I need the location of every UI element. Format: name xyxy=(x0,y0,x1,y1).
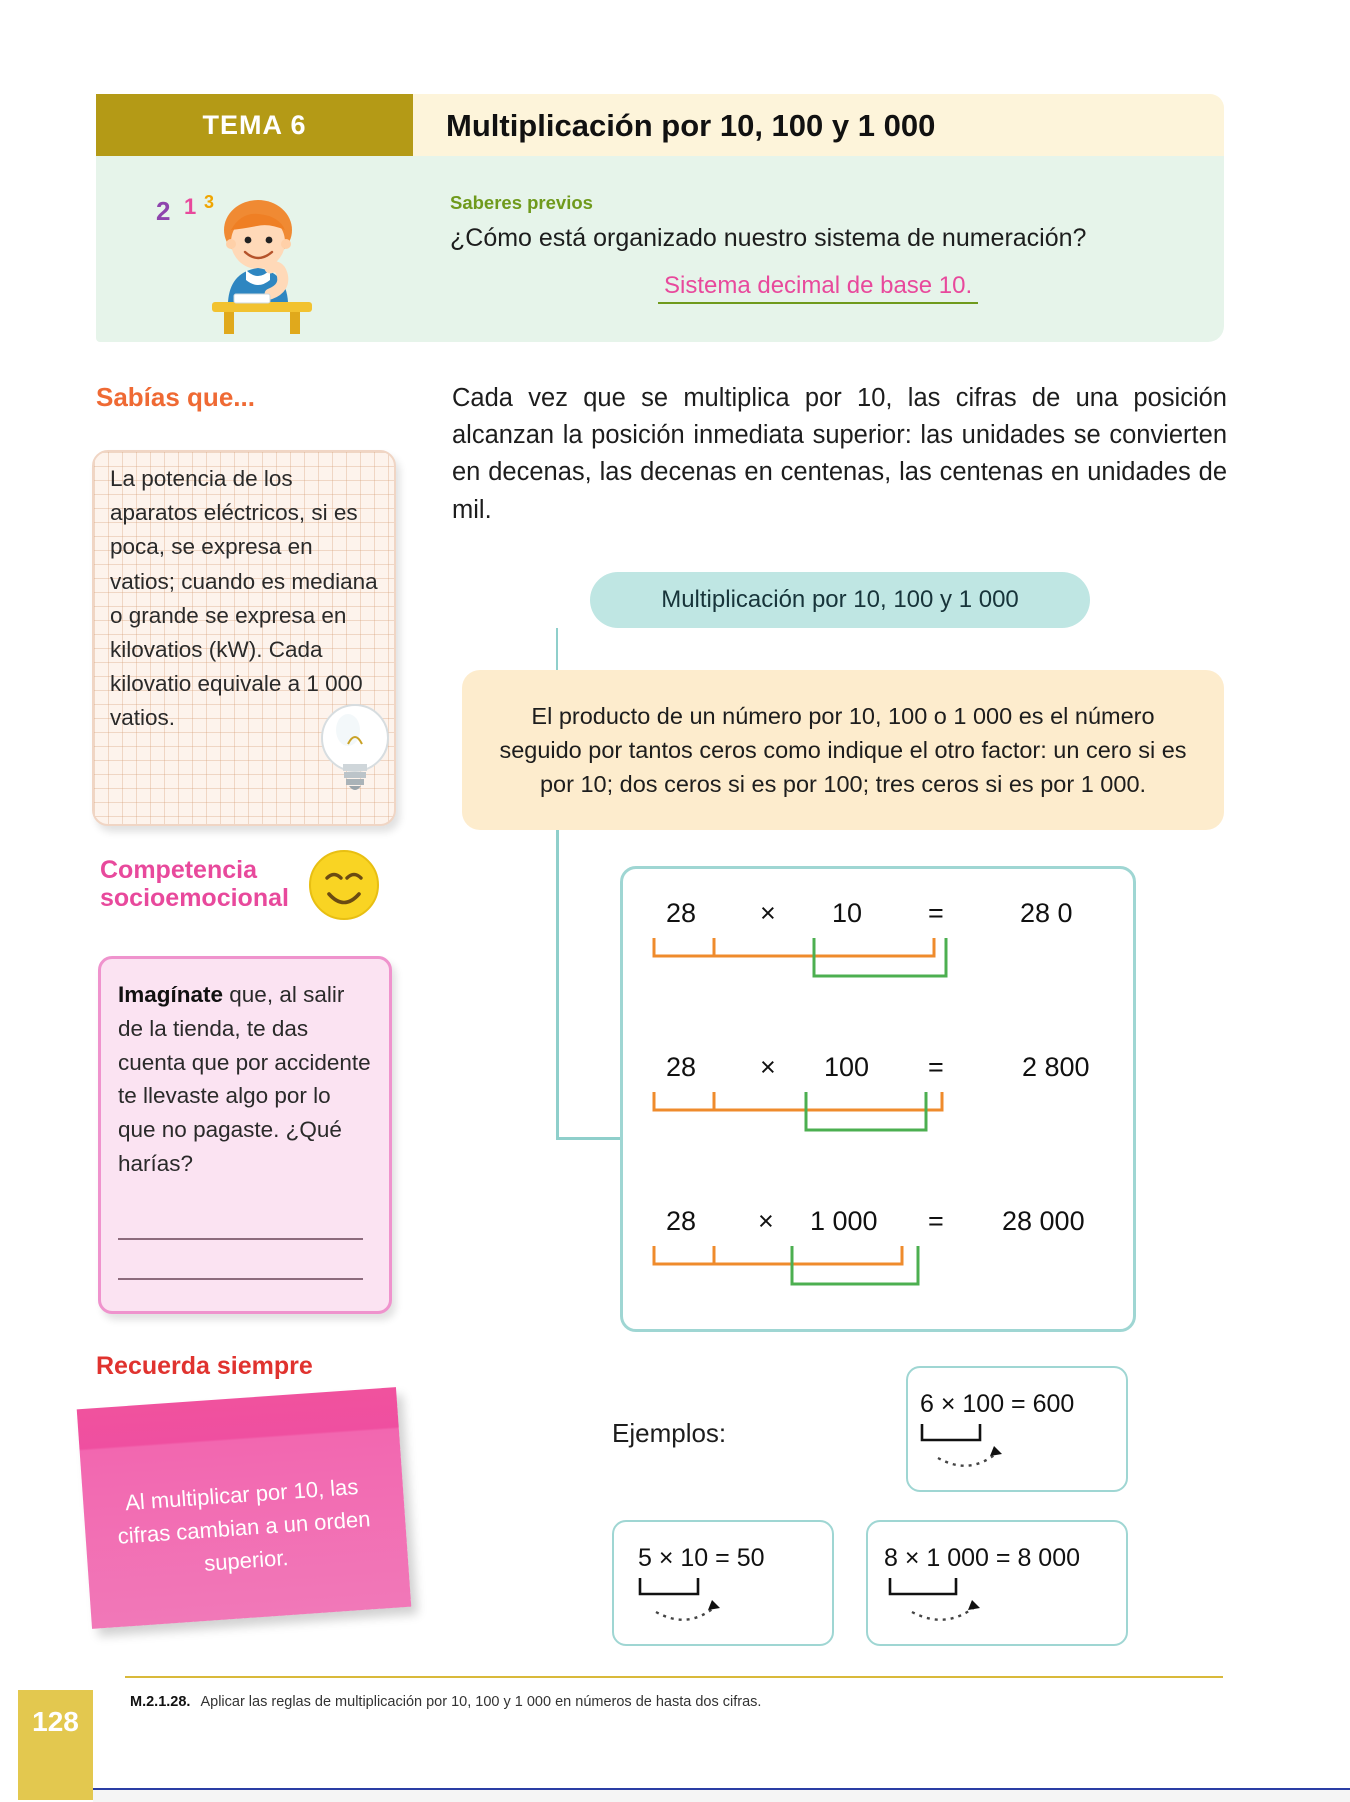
page-left-margin xyxy=(0,0,18,1800)
student-illustration-icon xyxy=(150,190,350,338)
smiley-face-icon xyxy=(305,846,383,924)
competencia-text-rest: que, al salir de la tienda, te das cuenta que por accidente te llevaste algo por lo que no pagaste. ¿Qué harías? xyxy=(118,982,371,1176)
concept-pill: Multiplicación por 10, 100 y 1 000 xyxy=(590,572,1090,628)
footer-objective-code: M.2.1.28. xyxy=(130,1694,191,1710)
sabias-que-title: Sabías que... xyxy=(96,382,255,412)
tema-badge: TEMA 6 xyxy=(96,94,413,156)
example-3-text: 8 × 1 000 = 8 000 xyxy=(884,1544,1081,1572)
connector-left-foot xyxy=(556,1137,626,1140)
connector-vertical xyxy=(556,628,558,670)
competencia-title-line2: socioemocional xyxy=(100,884,289,912)
recuerda-siempre-title: Recuerda siempre xyxy=(96,1352,313,1380)
operation-1-factor1: 28 xyxy=(666,898,697,928)
operation-3-factor1: 28 xyxy=(666,1206,697,1236)
operation-1-equals: = xyxy=(928,898,944,928)
sticky-note-text: Al multiplicar por 10, las cifras cambian a un orden superior. xyxy=(116,1473,372,1576)
saberes-previos-answer: Sistema decimal de base 10. xyxy=(658,272,978,304)
operation-3-result: 28 000 xyxy=(1002,1206,1085,1236)
operation-3-equals: = xyxy=(928,1206,944,1236)
competencia-text-bold: Imagínate xyxy=(118,982,224,1007)
example-2-arrow-icon xyxy=(636,1574,826,1634)
intro-paragraph: Cada vez que se multiplica por 10, las cifras de una posición alcanzan la posición inmediata superior: las unidades se convierten en decenas, las decenas en centenas, las centenas en unidades de mil. xyxy=(452,384,1227,524)
saberes-previos-question: ¿Cómo está organizado nuestro sistema de numeración? xyxy=(450,224,1087,252)
answer-line-2[interactable] xyxy=(118,1278,363,1280)
svg-text:2: 2 xyxy=(156,196,171,226)
connector-left-vertical xyxy=(556,830,559,1140)
page-title: Multiplicación por 10, 100 y 1 000 xyxy=(446,108,936,143)
operation-2-equals: = xyxy=(928,1052,944,1082)
svg-text:3: 3 xyxy=(204,192,215,212)
footer-objective xyxy=(130,1694,1230,1710)
operation-2-factor2: 100 xyxy=(824,1052,870,1082)
operation-connector-lines xyxy=(620,866,1130,1326)
operation-2-sign: × xyxy=(760,1052,776,1082)
footer-divider xyxy=(125,1676,1223,1678)
lightbulb-icon xyxy=(300,690,410,800)
operation-2-result: 2 800 xyxy=(1022,1052,1090,1082)
operation-1-result: 28 0 xyxy=(1020,898,1073,928)
saberes-previos-label: Saberes previos xyxy=(450,192,593,213)
operation-1-factor2: 10 xyxy=(832,898,863,928)
competencia-title-line1: Competencia xyxy=(100,856,257,884)
svg-text:1: 1 xyxy=(184,194,197,219)
competencia-text xyxy=(118,978,373,1181)
example-2-text: 5 × 10 = 50 xyxy=(638,1544,765,1572)
operation-3-factor2: 1 000 xyxy=(810,1206,878,1236)
operation-2-factor1: 28 xyxy=(666,1052,697,1082)
examples-label: Ejemplos: xyxy=(612,1418,727,1448)
example-3-arrow-icon xyxy=(886,1574,1106,1634)
footer-objective-text: Aplicar las reglas de multiplicación por 10, 100 y 1 000 en números de hasta dos cifras. xyxy=(200,1694,762,1710)
sabias-que-text: La potencia de los aparatos eléctricos, si es poca, se expresa en vatios; cuando es mediana o grande se expresa en kilovatios (kW). Cada kilovatio equivale a 1 000 vatios. xyxy=(110,466,378,731)
page-number: 128 xyxy=(18,1690,93,1800)
operation-1-sign: × xyxy=(760,898,776,928)
example-1-arrow-icon xyxy=(918,1420,1108,1480)
answer-line-1[interactable] xyxy=(118,1238,363,1240)
example-1-text: 6 × 100 = 600 xyxy=(920,1390,1075,1418)
concept-box xyxy=(462,670,1224,830)
operation-3-sign: × xyxy=(758,1206,774,1236)
concept-box-text: El producto de un número por 10, 100 o 1 000 es el número seguido por tantos ceros como indique el otro factor: un cero si es por 10; dos ceros si es por 100; tres ceros si es por 1 000. xyxy=(499,702,1187,798)
